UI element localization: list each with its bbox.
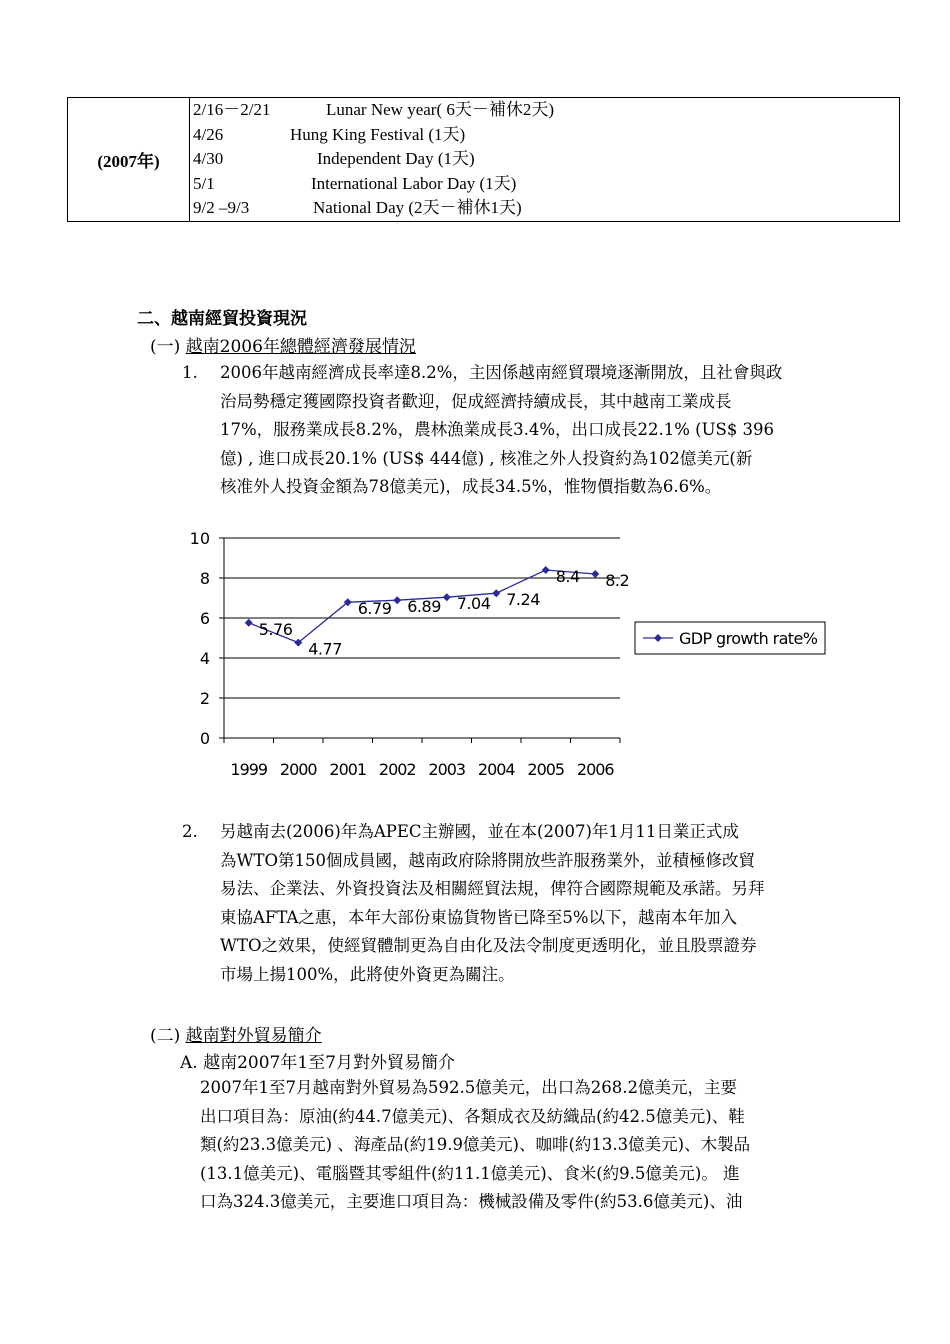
paragraph-line: 市場上揚100%，此將使外資更為關注。	[220, 964, 515, 984]
holiday-list-cell	[190, 98, 900, 222]
data-label: 8.2	[605, 571, 630, 590]
holiday-name: Lunar New year( 6天－補休2天)	[326, 100, 555, 119]
data-label: 7.24	[506, 590, 540, 610]
paragraph-line: 核准外人投資金額為78億美元)，成長34.5%，惟物價指數為6.6%。	[220, 477, 722, 496]
holiday-name: National Day (2天－補休1天)	[313, 198, 522, 218]
paragraph-line: 為WTO第150個成員國，越南政府除將開放些許服務業外，並積極修改貿	[220, 850, 755, 870]
y-tick-label: 4	[199, 649, 210, 668]
holiday-row	[190, 98, 899, 123]
paragraph-line: WTO之效果，使經貿體制更為自由化及法令制度更透明化，並且股票證券	[220, 936, 757, 955]
paragraph-line: 2006年越南經濟成長率達8.2%，主因係越南經貿環境逐漸開放，且社會與政	[220, 363, 783, 382]
data-label: 6.89	[407, 597, 441, 617]
x-tick-label: 2002	[378, 760, 416, 779]
holiday-name: International Labor Day (1天)	[311, 173, 517, 193]
y-tick-label: 0	[199, 729, 210, 748]
holiday-row	[190, 123, 899, 148]
x-tick-label: 2001	[329, 760, 367, 779]
x-tick-label: 1999	[230, 760, 268, 779]
year-cell: (2007年)	[68, 98, 190, 222]
legend-label: GDP growth rate%	[679, 629, 818, 648]
holiday-name: Hung King Festival (1天)	[290, 124, 466, 144]
paragraph-line: 出口項目為：原油(約44.7億美元)、各類成衣及紡織品(約42.5億美元)、鞋	[200, 1106, 745, 1126]
data-label: 5.76	[258, 619, 293, 639]
y-tick-label: 8	[199, 569, 210, 588]
holiday-table	[67, 97, 900, 222]
x-tick-label: 2003	[428, 760, 466, 779]
subsection-1-title	[150, 332, 416, 357]
paragraph-line: 17%，服務業成長8.2%，農林漁業成長3.4%，出口成長22.1% (US$ 396	[220, 420, 775, 439]
y-tick-label: 10	[189, 529, 210, 548]
holiday-date: 9/2 –9/3	[193, 198, 250, 218]
data-point	[591, 570, 599, 578]
paragraph-line: 東協AFTA之惠，本年大部份東協貨物皆已降至5%以下，越南本年加入	[220, 907, 738, 927]
paragraph-line: 口為324.3億美元，主要進口項目為：機械設備及零件(約53.6億美元)、油	[200, 1192, 743, 1211]
item-1-paragraph	[220, 359, 870, 502]
data-label: 6.79	[357, 599, 392, 619]
x-tick-label: 2000	[279, 760, 317, 779]
y-tick-label: 2	[199, 689, 210, 708]
holiday-date: 4/26	[193, 124, 224, 144]
y-tick-label: 6	[199, 609, 210, 628]
data-point	[393, 596, 401, 604]
subsection-a-title: A. 越南2007年1至7月對外貿易簡介	[180, 1053, 455, 1073]
data-label: 8.4	[555, 567, 580, 586]
paragraph-line: 治局勢穩定獲國際投資者歡迎，促成經濟持續成長，其中越南工業成長	[220, 391, 732, 411]
data-point	[245, 619, 253, 627]
holiday-date: 5/1	[193, 173, 215, 193]
holiday-name: Independent Day (1天)	[317, 149, 475, 169]
paragraph-line: 類(約23.3億美元) 、海產品(約19.9億美元)、咖啡(約13.3億美元)、木製品	[200, 1135, 751, 1154]
holiday-date: 2/16－2/21	[193, 100, 271, 119]
item-1-number: 1.	[182, 363, 198, 382]
paragraph-line: 2007年1至7月越南對外貿易為592.5億美元，出口為268.2億美元，主要	[200, 1078, 737, 1097]
section-heading: 二、越南經貿投資現況	[137, 309, 307, 329]
paragraph-line: 另越南去(2006)年為APEC主辦國，並在本(2007)年1月11日業正式成	[220, 822, 739, 841]
paragraph-line: 億) , 進口成長20.1% (US$ 444億) , 核准之外人投資約為102億美元(新	[220, 448, 753, 468]
subsection-a-paragraph	[200, 1074, 870, 1217]
subsection-2-prefix: (二)	[150, 1026, 181, 1046]
data-label: 7.04	[456, 594, 491, 614]
subsection-2-title	[150, 1021, 322, 1046]
subsection-1-text: 越南2006年總體經濟發展情況	[185, 337, 416, 357]
item-2-number: 2.	[182, 822, 198, 841]
x-tick-label: 2004	[477, 760, 515, 779]
holiday-row	[190, 147, 899, 172]
holiday-date: 4/30	[193, 149, 224, 169]
paragraph-line: 易法、企業法、外資投資法及相關經貿法規，俾符合國際規範及承諾。另拜	[220, 879, 765, 898]
x-tick-label: 2006	[576, 760, 614, 779]
x-tick-label: 2005	[527, 760, 565, 779]
subsection-1-prefix: (一)	[150, 337, 181, 357]
data-point	[492, 589, 500, 597]
data-point	[542, 566, 550, 574]
gdp-growth-chart	[180, 520, 840, 790]
item-2-paragraph	[220, 818, 870, 989]
data-point	[443, 593, 451, 601]
data-label: 4.77	[308, 639, 342, 659]
paragraph-line: (13.1億美元)、電腦暨其零組件(約11.1億美元)、食米(約9.5億美元)。 進	[200, 1163, 740, 1183]
holiday-row	[190, 196, 899, 221]
holiday-row	[190, 172, 899, 197]
subsection-2-text: 越南對外貿易簡介	[185, 1026, 322, 1046]
